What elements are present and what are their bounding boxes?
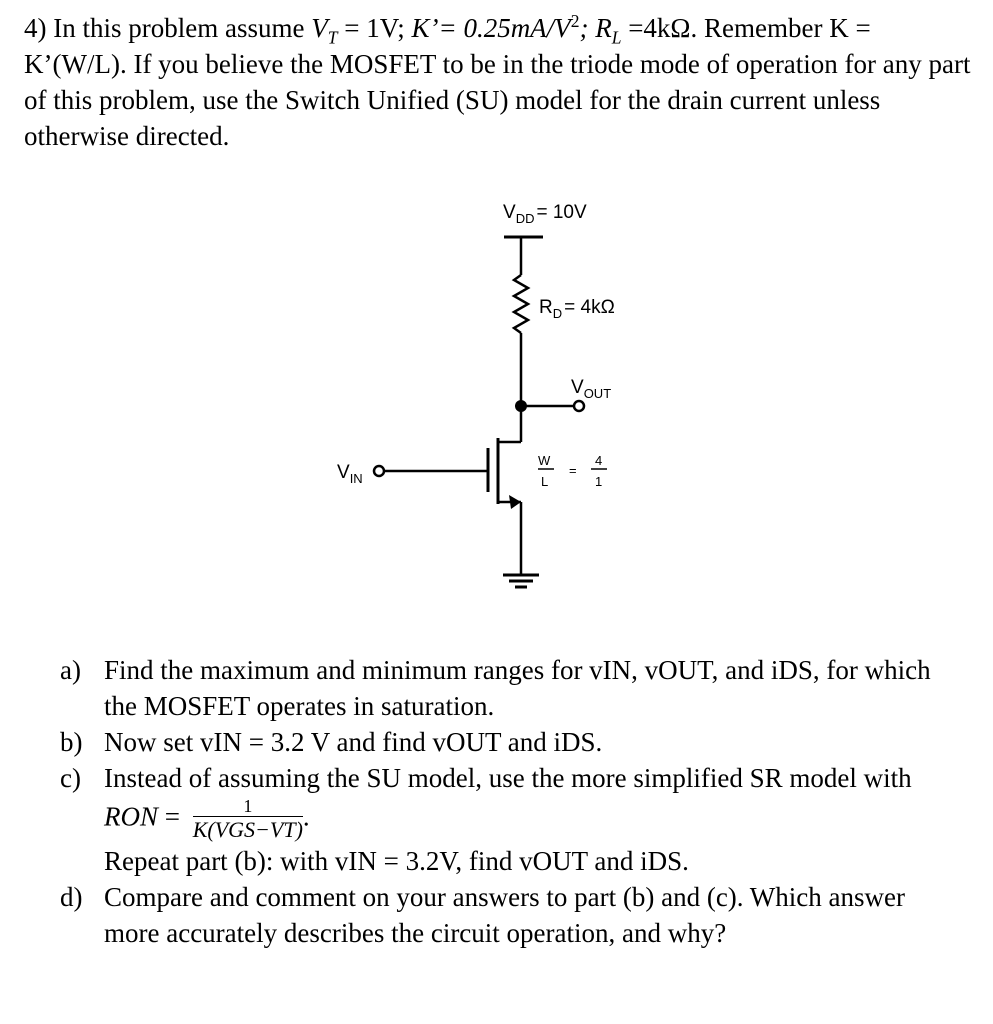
intro-lead: In this problem assume [53,13,312,43]
part-c-tag: c) [60,763,81,793]
ron-frac-num: 1 [193,796,303,817]
part-a-tag: a) [60,655,81,685]
part-b-tag: b) [60,727,83,757]
wl-w: W [538,453,551,468]
part-c: c) Instead of assuming the SU model, use the more simplified SR model with RON = $\frac{1}{\text{K(VGS−VT)}}$ . Repeat part (b): with vIN = 3.2V, find vOUT and iDS. [60,760,960,879]
vt-symbol: V [311,13,328,43]
vout-label: $V_{OUT}$ [571,377,612,401]
part-a-text: Find the maximum and minimum ranges for vIN, vOUT, and iDS, for which the MOSFET operates in saturation. [104,655,931,721]
vin-terminal [374,466,384,476]
vt-value: = 1V; [337,13,412,43]
rd-label: $R_D = 4k\Omega$ [539,297,615,321]
ron-fraction [193,796,303,843]
rl-value: =4kΩ. Remember [621,13,823,43]
kp-value: K’= 0.25mA/V [411,13,571,43]
source-arrow [509,495,521,509]
nmos-circuit-diagram [0,180,993,620]
wl-num: 4 [595,453,603,468]
vout-terminal [574,401,584,411]
part-a [60,652,960,724]
part-b-text: Now set vIN = 3.2 V and find vOUT and iDS. [104,727,603,757]
kp-sup: 2 [570,11,580,31]
vin-label: $V_{IN}$ [337,462,363,486]
drain-resistor [514,275,528,333]
ron-symbol: RON [104,801,158,832]
part-c-text: Instead of assuming the SU model, use the more simplified SR model with [104,763,912,793]
problem-intro [24,10,974,154]
rl-sub: L [611,27,622,48]
part-d-tag: d) [60,882,83,912]
vt-sub: T [327,27,338,48]
part-d [60,879,960,951]
wl-den: 1 [595,474,603,489]
rl-symbol: ; R [579,13,612,43]
vdd-label: $V_{DD} = 10V$ [503,202,587,226]
part-b [60,724,960,760]
part-c-repeat: Repeat part (b): with vIN = 3.2V, find vOUT and iDS. [104,846,689,876]
part-d-text: Compare and comment on your answers to part (b) and (c). Which answer more accurately describes the circuit operation, and why? [104,882,905,948]
wl-eq: = [569,463,577,478]
problem-number: 4) [24,13,47,43]
wl-l: L [541,474,549,489]
k-definition: K = K’(W/L). If you believe the MOSFET to be in the triode mode of operation for any part of this problem, use the Switch Unified (SU) model for the drain current unless otherwise directed. [24,13,971,151]
question-parts [60,652,960,951]
ron-eq: = [158,801,187,832]
ron-frac-den: K(VGS−VT) [192,817,303,842]
